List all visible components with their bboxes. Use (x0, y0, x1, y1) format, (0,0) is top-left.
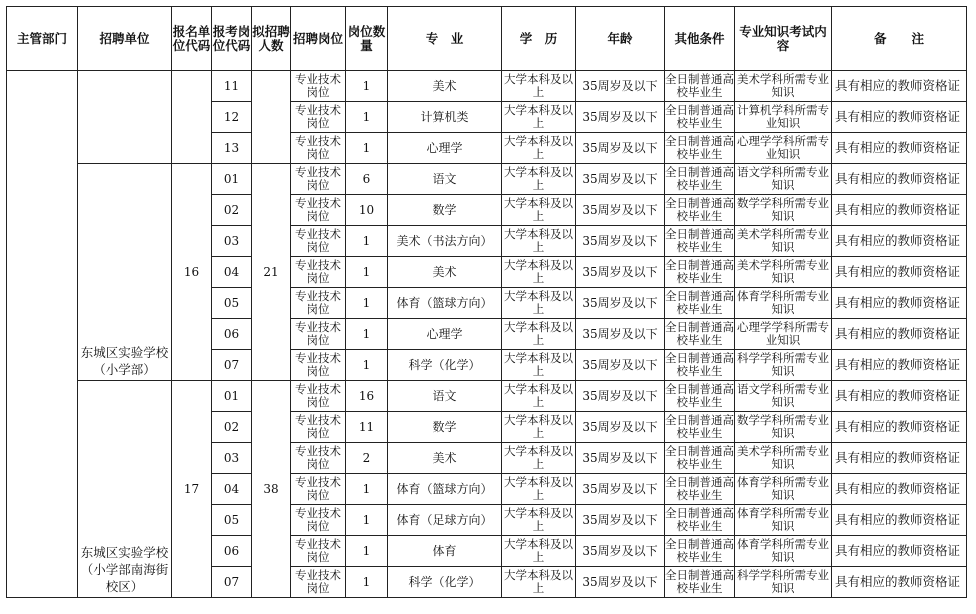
header-unit-code: 报名单位代码 (172, 7, 212, 71)
age-cell: 35周岁及以下 (576, 567, 665, 598)
education-cell: 大学本科及以上 (502, 288, 576, 319)
age-cell: 35周岁及以下 (576, 133, 665, 164)
post-count-cell: 1 (346, 505, 388, 536)
age-cell: 35周岁及以下 (576, 412, 665, 443)
post-code-cell: 06 (212, 536, 252, 567)
age-cell: 35周岁及以下 (576, 195, 665, 226)
note-cell: 具有相应的教师资格证 (832, 505, 967, 536)
education-cell: 大学本科及以上 (502, 71, 576, 102)
post-count-cell: 1 (346, 102, 388, 133)
post-cell: 专业技术岗位 (291, 443, 346, 474)
age-cell: 35周岁及以下 (576, 164, 665, 195)
exam-content-cell: 美术学科所需专业知识 (735, 257, 832, 288)
post-count-cell: 1 (346, 257, 388, 288)
note-cell: 具有相应的教师资格证 (832, 319, 967, 350)
major-cell: 语文 (388, 164, 502, 195)
major-cell: 体育（篮球方向） (388, 474, 502, 505)
other-condition-cell: 全日制普通高校毕业生 (665, 412, 735, 443)
unit-cell: 东城区实验学校（小学部） (78, 164, 172, 381)
note-cell: 具有相应的教师资格证 (832, 350, 967, 381)
education-cell: 大学本科及以上 (502, 567, 576, 598)
education-cell: 大学本科及以上 (502, 443, 576, 474)
age-cell: 35周岁及以下 (576, 226, 665, 257)
major-cell: 语文 (388, 381, 502, 412)
note-cell: 具有相应的教师资格证 (832, 164, 967, 195)
exam-content-cell: 计算机学科所需专业知识 (735, 102, 832, 133)
other-condition-cell: 全日制普通高校毕业生 (665, 350, 735, 381)
post-count-cell: 1 (346, 474, 388, 505)
post-code-cell: 04 (212, 474, 252, 505)
major-cell: 数学 (388, 195, 502, 226)
other-condition-cell: 全日制普通高校毕业生 (665, 133, 735, 164)
header-post-count: 岗位数量 (346, 7, 388, 71)
education-cell: 大学本科及以上 (502, 505, 576, 536)
other-condition-cell: 全日制普通高校毕业生 (665, 381, 735, 412)
note-cell: 具有相应的教师资格证 (832, 257, 967, 288)
exam-content-cell: 数学学科所需专业知识 (735, 195, 832, 226)
post-code-cell: 02 (212, 195, 252, 226)
post-code-cell: 02 (212, 412, 252, 443)
other-condition-cell: 全日制普通高校毕业生 (665, 319, 735, 350)
post-cell: 专业技术岗位 (291, 381, 346, 412)
other-condition-cell: 全日制普通高校毕业生 (665, 505, 735, 536)
major-cell: 美术 (388, 257, 502, 288)
post-code-cell: 13 (212, 133, 252, 164)
exam-content-cell: 美术学科所需专业知识 (735, 226, 832, 257)
age-cell: 35周岁及以下 (576, 102, 665, 133)
post-code-cell: 01 (212, 381, 252, 412)
age-cell: 35周岁及以下 (576, 319, 665, 350)
age-cell: 35周岁及以下 (576, 350, 665, 381)
age-cell: 35周岁及以下 (576, 536, 665, 567)
unit-code-cell: 16 (172, 164, 212, 381)
education-cell: 大学本科及以上 (502, 536, 576, 567)
header-unit: 招聘单位 (78, 7, 172, 71)
headcount-cell: 38 (252, 381, 291, 598)
unit-cell (78, 71, 172, 164)
header-other: 其他条件 (665, 7, 735, 71)
education-cell: 大学本科及以上 (502, 412, 576, 443)
exam-content-cell: 科学学科所需专业知识 (735, 350, 832, 381)
post-count-cell: 10 (346, 195, 388, 226)
age-cell: 35周岁及以下 (576, 288, 665, 319)
education-cell: 大学本科及以上 (502, 474, 576, 505)
education-cell: 大学本科及以上 (502, 164, 576, 195)
note-cell: 具有相应的教师资格证 (832, 412, 967, 443)
unit-cell: 东城区实验学校（小学部南海街校区） (78, 381, 172, 598)
post-count-cell: 1 (346, 536, 388, 567)
exam-content-cell: 科学学科所需专业知识 (735, 567, 832, 598)
other-condition-cell: 全日制普通高校毕业生 (665, 102, 735, 133)
post-count-cell: 1 (346, 350, 388, 381)
post-cell: 专业技术岗位 (291, 505, 346, 536)
table-body (7, 71, 967, 598)
post-cell: 专业技术岗位 (291, 474, 346, 505)
header-education: 学 历 (502, 7, 576, 71)
other-condition-cell: 全日制普通高校毕业生 (665, 195, 735, 226)
table-row (7, 71, 967, 102)
note-cell: 具有相应的教师资格证 (832, 474, 967, 505)
dept-cell (7, 71, 78, 598)
post-count-cell: 1 (346, 288, 388, 319)
header-age: 年龄 (576, 7, 665, 71)
headcount-cell (252, 71, 291, 164)
post-count-cell: 1 (346, 319, 388, 350)
post-code-cell: 05 (212, 288, 252, 319)
note-cell: 具有相应的教师资格证 (832, 195, 967, 226)
recruitment-table (6, 6, 967, 598)
note-cell: 具有相应的教师资格证 (832, 288, 967, 319)
header-headcount: 拟招聘人数 (252, 7, 291, 71)
unit-code-cell: 17 (172, 381, 212, 598)
other-condition-cell: 全日制普通高校毕业生 (665, 164, 735, 195)
major-cell: 美术 (388, 71, 502, 102)
other-condition-cell: 全日制普通高校毕业生 (665, 257, 735, 288)
major-cell: 计算机类 (388, 102, 502, 133)
exam-content-cell: 心理学学科所需专业知识 (735, 133, 832, 164)
age-cell: 35周岁及以下 (576, 505, 665, 536)
major-cell: 美术 (388, 443, 502, 474)
other-condition-cell: 全日制普通高校毕业生 (665, 567, 735, 598)
post-cell: 专业技术岗位 (291, 350, 346, 381)
post-code-cell: 07 (212, 350, 252, 381)
note-cell: 具有相应的教师资格证 (832, 226, 967, 257)
post-cell: 专业技术岗位 (291, 319, 346, 350)
note-cell: 具有相应的教师资格证 (832, 381, 967, 412)
header-post-code: 报考岗位代码 (212, 7, 252, 71)
other-condition-cell: 全日制普通高校毕业生 (665, 443, 735, 474)
header-major: 专 业 (388, 7, 502, 71)
note-cell: 具有相应的教师资格证 (832, 102, 967, 133)
education-cell: 大学本科及以上 (502, 226, 576, 257)
major-cell: 数学 (388, 412, 502, 443)
age-cell: 35周岁及以下 (576, 474, 665, 505)
post-code-cell: 11 (212, 71, 252, 102)
post-count-cell: 1 (346, 567, 388, 598)
age-cell: 35周岁及以下 (576, 71, 665, 102)
post-count-cell: 1 (346, 71, 388, 102)
education-cell: 大学本科及以上 (502, 319, 576, 350)
other-condition-cell: 全日制普通高校毕业生 (665, 536, 735, 567)
post-cell: 专业技术岗位 (291, 195, 346, 226)
exam-content-cell: 语文学科所需专业知识 (735, 381, 832, 412)
other-condition-cell: 全日制普通高校毕业生 (665, 71, 735, 102)
other-condition-cell: 全日制普通高校毕业生 (665, 288, 735, 319)
exam-content-cell: 数学学科所需专业知识 (735, 412, 832, 443)
post-cell: 专业技术岗位 (291, 567, 346, 598)
major-cell: 心理学 (388, 319, 502, 350)
post-count-cell: 6 (346, 164, 388, 195)
post-code-cell: 06 (212, 319, 252, 350)
headcount-cell: 21 (252, 164, 291, 381)
post-cell: 专业技术岗位 (291, 288, 346, 319)
education-cell: 大学本科及以上 (502, 102, 576, 133)
education-cell: 大学本科及以上 (502, 257, 576, 288)
post-cell: 专业技术岗位 (291, 412, 346, 443)
education-cell: 大学本科及以上 (502, 350, 576, 381)
exam-content-cell: 体育学科所需专业知识 (735, 505, 832, 536)
education-cell: 大学本科及以上 (502, 195, 576, 226)
major-cell: 科学（化学） (388, 350, 502, 381)
post-count-cell: 1 (346, 133, 388, 164)
exam-content-cell: 体育学科所需专业知识 (735, 474, 832, 505)
major-cell: 体育（篮球方向） (388, 288, 502, 319)
post-code-cell: 01 (212, 164, 252, 195)
note-cell: 具有相应的教师资格证 (832, 443, 967, 474)
post-cell: 专业技术岗位 (291, 536, 346, 567)
post-count-cell: 1 (346, 226, 388, 257)
exam-content-cell: 美术学科所需专业知识 (735, 443, 832, 474)
note-cell: 具有相应的教师资格证 (832, 536, 967, 567)
post-code-cell: 05 (212, 505, 252, 536)
post-cell: 专业技术岗位 (291, 257, 346, 288)
major-cell: 体育（足球方向） (388, 505, 502, 536)
other-condition-cell: 全日制普通高校毕业生 (665, 226, 735, 257)
post-count-cell: 2 (346, 443, 388, 474)
major-cell: 体育 (388, 536, 502, 567)
other-condition-cell: 全日制普通高校毕业生 (665, 474, 735, 505)
post-cell: 专业技术岗位 (291, 133, 346, 164)
education-cell: 大学本科及以上 (502, 133, 576, 164)
header-dept: 主管部门 (7, 7, 78, 71)
exam-content-cell: 美术学科所需专业知识 (735, 71, 832, 102)
note-cell: 具有相应的教师资格证 (832, 133, 967, 164)
post-code-cell: 03 (212, 443, 252, 474)
post-count-cell: 16 (346, 381, 388, 412)
exam-content-cell: 心理学学科所需专业知识 (735, 319, 832, 350)
major-cell: 心理学 (388, 133, 502, 164)
education-cell: 大学本科及以上 (502, 381, 576, 412)
exam-content-cell: 体育学科所需专业知识 (735, 288, 832, 319)
age-cell: 35周岁及以下 (576, 257, 665, 288)
table-row (7, 164, 967, 195)
age-cell: 35周岁及以下 (576, 381, 665, 412)
post-code-cell: 12 (212, 102, 252, 133)
unit-code-cell (172, 71, 212, 164)
note-cell: 具有相应的教师资格证 (832, 567, 967, 598)
post-cell: 专业技术岗位 (291, 71, 346, 102)
post-cell: 专业技术岗位 (291, 164, 346, 195)
exam-content-cell: 语文学科所需专业知识 (735, 164, 832, 195)
exam-content-cell: 体育学科所需专业知识 (735, 536, 832, 567)
post-code-cell: 07 (212, 567, 252, 598)
post-cell: 专业技术岗位 (291, 102, 346, 133)
post-count-cell: 11 (346, 412, 388, 443)
header-row (7, 7, 967, 71)
post-code-cell: 04 (212, 257, 252, 288)
age-cell: 35周岁及以下 (576, 443, 665, 474)
major-cell: 美术（书法方向） (388, 226, 502, 257)
header-note: 备 注 (832, 7, 967, 71)
table-row (7, 381, 967, 412)
post-code-cell: 03 (212, 226, 252, 257)
note-cell: 具有相应的教师资格证 (832, 71, 967, 102)
major-cell: 科学（化学） (388, 567, 502, 598)
header-exam: 专业知识考试内容 (735, 7, 832, 71)
header-post: 招聘岗位 (291, 7, 346, 71)
post-cell: 专业技术岗位 (291, 226, 346, 257)
